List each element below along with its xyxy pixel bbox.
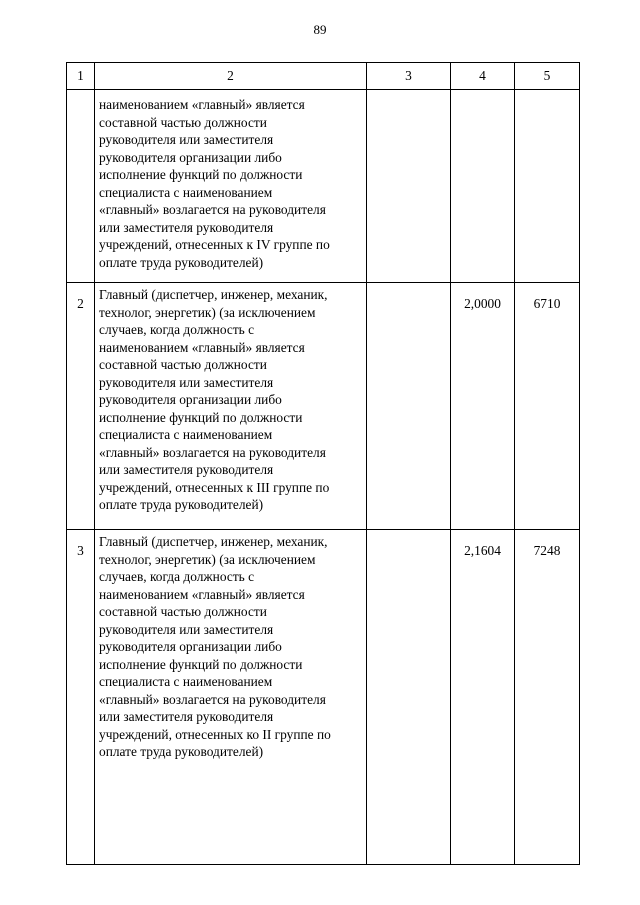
page-number: 89 [313,22,327,37]
col3-cell [367,530,451,865]
description-line: технолог, энергетик) (за исключением [99,304,316,320]
description-line: руководителя организации либо [99,149,282,165]
description-line: «главный» возлагается на руководителя [99,444,326,460]
description-line: составной частью должности [99,357,267,372]
description-line: учреждений, отнесенных ко II группе по [99,726,331,742]
description-line: руководителя организации либо [99,639,282,654]
position-description [95,90,367,283]
description-line: учреждений, отнесенных к III группе по [99,479,330,495]
description-line: исполнение функций по должности [99,409,303,425]
salary-cell: 6710 [515,283,580,530]
description-line: оплате труда руководителей) [99,497,264,512]
description-line: или заместителя руководителя [99,219,274,235]
description-line: оплате труда руководителей) [99,254,264,270]
table-row [67,530,580,865]
position-description [95,530,367,865]
header-col-3: 3 [367,63,451,90]
description-line: составной частью должности [99,114,267,130]
coefficient-cell: 2,1604 [451,530,515,865]
coefficient-cell: 2,0000 [451,283,515,530]
description-line: или заместителя руководителя [99,709,274,724]
description-line: наименованием «главный» является [99,97,305,112]
description-line: случаев, когда должность с [99,569,255,584]
description-line: руководителя или заместителя [99,132,274,147]
row-number: 2 [67,283,95,530]
description-line: Главный (диспетчер, инженер, механик, [99,287,328,302]
table-header-row [67,63,580,90]
header-col-1: 1 [67,63,95,90]
description-line: руководителя или заместителя [99,621,274,637]
table-row [67,90,580,283]
description-line: «главный» возлагается на руководителя [99,691,326,707]
description-line: руководителя или заместителя [99,374,274,390]
header-col-5: 5 [515,63,580,90]
description-line: составной частью должности [99,604,267,619]
col3-cell [367,90,451,283]
row-number: 3 [67,530,95,865]
position-description [95,283,367,530]
description-line: случаев, когда должность с [99,322,255,337]
description-line: оплате труда руководителей) [99,744,264,759]
description-line: исполнение функций по должности [99,167,303,182]
salary-cell: 7248 [515,530,580,865]
description-line: исполнение функций по должности [99,656,303,672]
description-line: учреждений, отнесенных к IV группе по [99,237,330,252]
coefficient-cell [451,90,515,283]
header-col-4: 4 [451,63,515,90]
description-line: руководителя организации либо [99,392,282,407]
description-line: Главный (диспетчер, инженер, механик, [99,534,328,549]
description-line: технолог, энергетик) (за исключением [99,551,316,567]
description-line: наименованием «главный» является [99,586,305,602]
col3-cell [367,283,451,530]
description-line: специалиста с наименованием [99,184,273,200]
header-col-2: 2 [95,63,367,90]
description-line: специалиста с наименованием [99,674,273,689]
description-line: «главный» возлагается на руководителя [99,202,326,217]
salary-cell [515,90,580,283]
row-number [67,90,95,283]
description-line: специалиста с наименованием [99,427,273,442]
description-line: или заместителя руководителя [99,462,274,477]
salary-table [66,62,580,865]
table-row [67,283,580,530]
description-line: наименованием «главный» является [99,339,305,355]
